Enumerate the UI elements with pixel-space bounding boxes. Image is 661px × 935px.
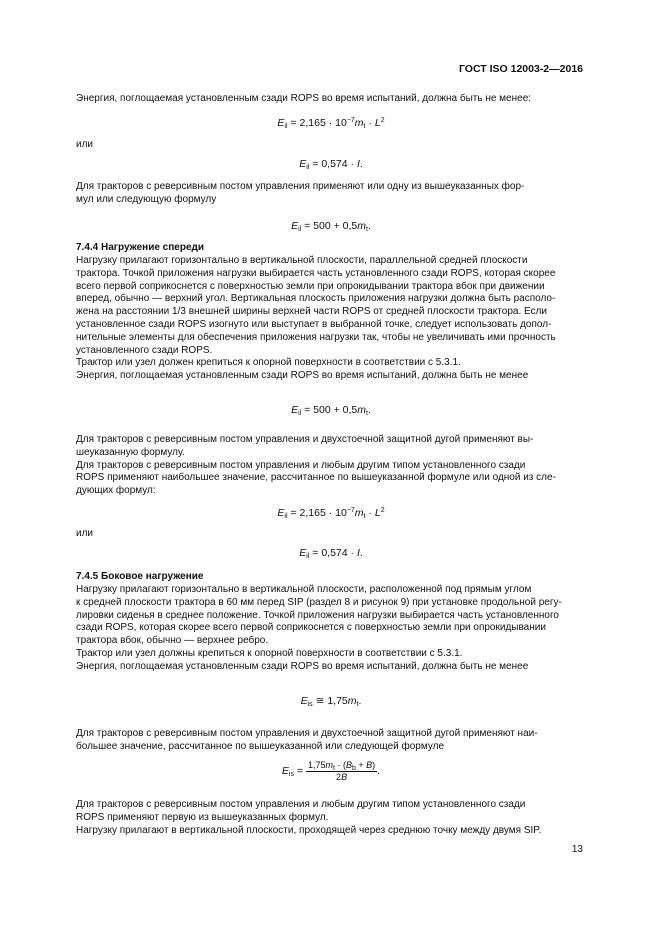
text-line: к средней плоскости трактора в 60 мм перед SIP (раздел 8 и рисунок 9) при установке продольной регу-	[76, 596, 562, 608]
paragraph-reverse-1: Для тракторов с реверсивным постом управления применяют или одну из вышеуказанных фор- мул или следующую формулу	[76, 181, 525, 205]
paragraph-reverse-2	[76, 434, 586, 498]
formula-eil-6: $E_{il} = 0,574 \cdot I$.	[299, 547, 363, 560]
formula-eil-3: $E_{il} = 500 + 0,5m_t$.	[291, 220, 371, 233]
text-line: шеуказанную формулу.	[76, 446, 185, 458]
formula-eis-2: $E_{is}$ = $\frac{1,75m_t \cdot (B_b + B)}{2B}$ .	[281, 760, 381, 782]
text-line: Для тракторов с реверсивным постом управления и любым другим типом установленного сзади	[76, 799, 526, 810]
text-line: вперед, обычно — верхний угол. Вертикальная плоскость приложения нагрузки должна быть располо-	[76, 293, 556, 305]
section-heading-7-4-4: 7.4.4 Нагружение спереди	[76, 242, 205, 253]
text-line: Трактор или узел должен крепиться к опорной поверхности в соответствии с 5.3.1.	[76, 357, 461, 369]
paragraph-reverse-3	[76, 728, 586, 754]
text-line: Для тракторов с реверсивным постом управления и двухстоечной защитной дугой применяют вы-	[76, 434, 534, 445]
formula-eil-4: $E_{il} = 500 + 0,5m_t$.	[291, 404, 371, 417]
text-line: Для тракторов с реверсивным постом управления и любым другим типом установленного сзади	[76, 459, 526, 471]
or-text-2: или	[76, 528, 94, 539]
page-number: 13	[571, 844, 583, 855]
formula-eil-5: $E_{il} = 2,165 \cdot 10^{-7}m_t \cdot L^2$	[277, 507, 385, 520]
text-line: ROPS применяют первую из вышеуказанных формул.	[76, 811, 329, 823]
formula-eis-1: $E_{is}$ ≅ $1,75m_t$.	[300, 695, 362, 708]
text-line: Нагрузку прилагают горизонтально в вертикальной плоскости, параллельной средней плоскости	[76, 255, 528, 266]
text-line: Энергия, поглощаемая установленным сзади ROPS во время испытаний, должна быть не менее	[76, 660, 529, 672]
text-line: дующих формул:	[76, 485, 156, 497]
text-line: всего первой соприкоснется с поверхностью земли при опрокидывании трактора вбок при движении	[76, 280, 545, 292]
document-header: ГОСТ ISO 12003-2—2016	[458, 63, 583, 75]
formula-eil-1: $E_{il} = 2,165 \cdot 10^{-7}m_t \cdot L^2$	[277, 117, 385, 130]
text-line: нительные элементы для обеспечения приложения нагрузки так, чтобы не увеличивать ими прочность	[76, 331, 556, 343]
text-line: трактора. Точкой приложения нагрузки выбирается часть установленного сзади ROPS, которая скорее	[76, 267, 556, 279]
paragraph-front-load	[76, 255, 586, 383]
or-text-1: или	[76, 139, 94, 150]
paragraph-energy-1: Энергия, поглощаемая установленным сзади ROPS во время испытаний, должна быть не менее:	[76, 93, 532, 104]
formula-eil-2: $E_{il} = 0,574 \cdot I$.	[299, 158, 363, 171]
fraction: $\frac{1,75m_t \cdot (B_b + B)}{2B}$	[307, 760, 376, 782]
text-line: жена на расстоянии 1/3 внешней ширины верхней части ROPS от средней плоскости трактора. Если	[76, 306, 547, 318]
text-line: Нагрузку прилагают в вертикальной плоскости, проходящей через среднюю точку между двумя SIP.	[76, 824, 542, 836]
text-line: лировки сиденья в среднее положение. Точкой приложения нагрузки выбирается часть установленного	[76, 609, 559, 621]
text-line: Энергия, поглощаемая установленным сзади ROPS во время испытаний, должна быть не менее	[76, 370, 529, 382]
text-line: установленного сзади ROPS.	[76, 344, 213, 356]
paragraph-reverse-4	[76, 799, 586, 837]
text-line: Нагрузку прилагают горизонтально в вертикальной плоскости, расположенной под прямым углом	[76, 584, 532, 595]
text-line: сзади ROPS, которая скорее всего первой соприкоснется с поверхностью земли при опрокидывании	[76, 622, 546, 634]
paragraph-side-load	[76, 584, 586, 674]
text-line: ROPS применяют наибольшее значение, рассчитанное по вышеуказанной формуле или одной из сле-	[76, 472, 556, 484]
text-line: большее значение, рассчитанное по вышеуказанной или следующей формуле	[76, 740, 445, 752]
text-line: установленное сзади ROPS изогнуто или выступает в выбранной точке, следует использовать допол-	[76, 318, 552, 330]
section-heading-7-4-5: 7.4.5 Боковое нагружение	[76, 571, 204, 582]
text-line: Трактор или узел должны крепиться к опорной поверхности в соответствии с 5.3.1.	[76, 647, 463, 659]
text-line: трактора вбок, обычно — верхнее ребро.	[76, 635, 269, 647]
text-line: Для тракторов с реверсивным постом управления и двухстоечной защитной дугой применяют наи-	[76, 728, 538, 739]
